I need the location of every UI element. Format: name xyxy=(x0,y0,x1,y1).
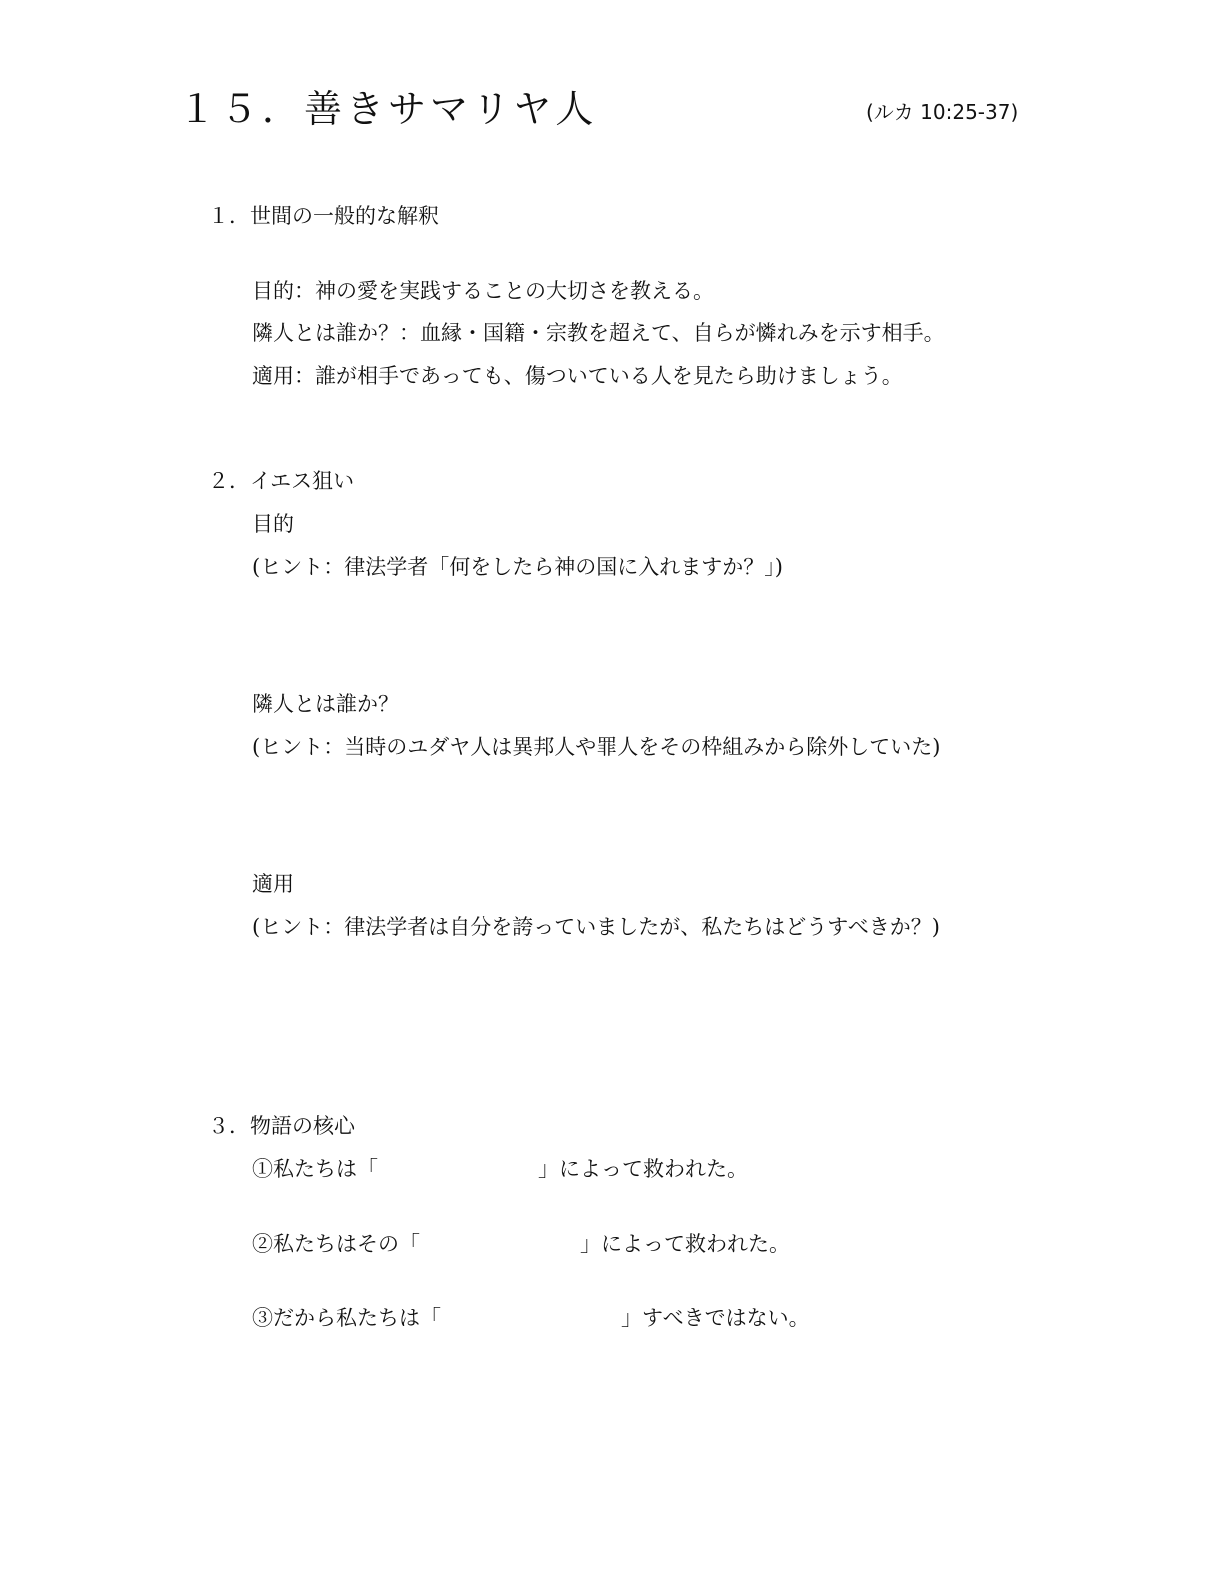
section1-application: 適用：誰が相手であっても、傷ついている人を見たら助けましょう。 xyxy=(252,364,903,388)
section3-heading: ３．物語の核心 xyxy=(208,1114,355,1138)
core-statement-3-after: 」すべきではない。 xyxy=(621,1306,810,1330)
core-statement-2-after: 」によって救われた。 xyxy=(580,1232,790,1256)
core-statement-2-before: ②私たちはその「 xyxy=(252,1232,420,1256)
section2-application-label: 適用 xyxy=(252,872,294,896)
core-statement-3-before: ③だから私たちは「 xyxy=(252,1306,441,1330)
section2-heading: ２．イエス狙い xyxy=(208,469,355,493)
section1-heading: １．世間の一般的な解釈 xyxy=(208,204,439,228)
section2-neighbor-hint: (ヒント：当時のユダヤ人は異邦人や罪人をその枠組みから除外していた) xyxy=(252,735,941,759)
section2-purpose-hint: (ヒント：律法学者「何をしたら神の国に入れますか？」) xyxy=(252,555,783,579)
section1-purpose: 目的：神の愛を実践することの大切さを教える。 xyxy=(252,279,714,303)
core-statement-2 xyxy=(252,1229,790,1259)
core-statement-1-after: 」によって救われた。 xyxy=(538,1157,748,1181)
scripture-reference: (ルカ 10:25-37) xyxy=(866,100,1019,124)
page-title: １５．善きサマリヤ人 xyxy=(178,87,598,131)
section2-purpose-label: 目的 xyxy=(252,512,294,536)
core-statement-3 xyxy=(252,1303,810,1333)
core-statement-1-before: ①私たちは「 xyxy=(252,1157,378,1181)
section1-neighbor: 隣人とは誰か？：血縁・国籍・宗教を超えて、自らが憐れみを示す相手。 xyxy=(252,321,945,345)
core-statement-1 xyxy=(252,1154,748,1184)
section2-neighbor-label: 隣人とは誰か？ xyxy=(252,692,399,716)
section2-application-hint: (ヒント：律法学者は自分を誇っていましたが、私たちはどうすべきか？) xyxy=(252,915,940,939)
